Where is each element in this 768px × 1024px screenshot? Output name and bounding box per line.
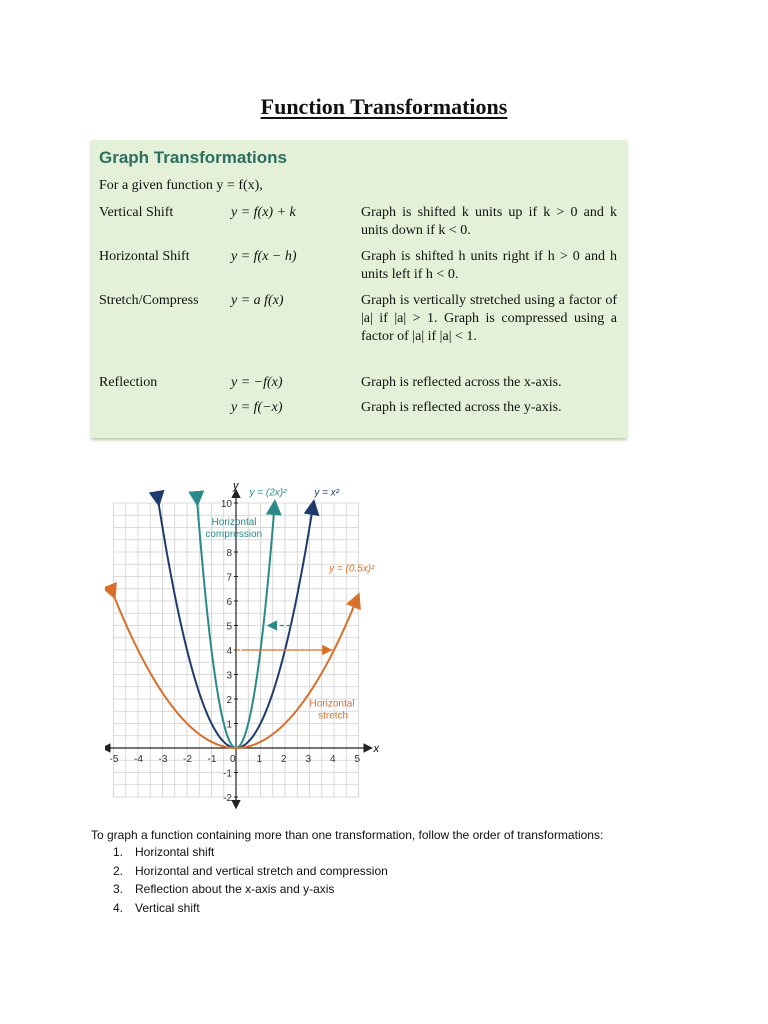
list-item bbox=[113, 864, 388, 883]
row-formula: y = f(−x) bbox=[231, 400, 283, 415]
row-description: Graph is reflected across the y-axis. bbox=[361, 400, 562, 415]
annotation-horizontal-stretch: Horizontal stretch bbox=[309, 698, 355, 722]
list-item bbox=[113, 845, 388, 864]
page-title: Function Transformations bbox=[260, 94, 508, 119]
parabola-graph bbox=[105, 474, 385, 814]
list-item-number: 2. bbox=[113, 863, 124, 878]
row-formula: y = f(x) + k bbox=[231, 205, 296, 220]
row-description: Graph is shifted h units right if h > 0 and h units left if h < 0. bbox=[361, 249, 617, 282]
row-description: Graph is reflected across the x-axis. bbox=[361, 375, 562, 390]
list-item-text: Horizontal shift bbox=[135, 845, 215, 859]
row-name: Stretch/Compress bbox=[99, 293, 199, 308]
row-name: Horizontal Shift bbox=[99, 249, 190, 264]
list-item bbox=[113, 882, 388, 901]
row-name: Vertical Shift bbox=[99, 205, 174, 220]
x-tick-label: 4 bbox=[330, 754, 336, 765]
y-tick-label: 4 bbox=[226, 646, 232, 657]
graph-transformations-table bbox=[91, 140, 627, 438]
x-tick-label: -2 bbox=[183, 754, 192, 765]
y-tick-label: -1 bbox=[223, 768, 232, 780]
x-tick-label: 2 bbox=[281, 754, 287, 765]
order-intro: To graph a function containing more than one transformation, follow the order of transformations: bbox=[91, 828, 604, 842]
x-tick-label: 1 bbox=[256, 754, 263, 765]
x-tick-label: 0 bbox=[230, 754, 236, 765]
annotation-horizontal-compression: Horizontal compression bbox=[205, 517, 263, 541]
y-tick-label: 1 bbox=[226, 719, 232, 731]
y-tick-label: 2 bbox=[226, 695, 232, 706]
y-tick-label: 6 bbox=[226, 597, 232, 608]
row-description: Graph is vertically stretched using a factor of |a| if |a| > 1. Graph is compressed using a factor of |a| if |a| < 1. bbox=[361, 293, 617, 344]
x-tick-label: -4 bbox=[134, 754, 143, 765]
y-tick-label: 5 bbox=[226, 621, 232, 633]
list-item-number: 1. bbox=[113, 845, 124, 859]
table-heading: Graph Transformations bbox=[99, 148, 287, 167]
series-label: y = x² bbox=[314, 487, 340, 499]
x-tick-label: 3 bbox=[305, 754, 312, 765]
x-tick-label: -1 bbox=[207, 754, 217, 765]
series-label: y = (0.5x)² bbox=[329, 563, 375, 575]
y-tick-label: 10 bbox=[220, 499, 232, 510]
x-tick-label: -3 bbox=[158, 754, 168, 765]
list-item-number: 3. bbox=[113, 882, 124, 896]
list-item bbox=[113, 901, 388, 920]
y-tick-label: 7 bbox=[226, 572, 232, 584]
y-axis-label: y bbox=[233, 480, 239, 492]
row-name: Reflection bbox=[99, 375, 158, 390]
row-formula: y = −f(x) bbox=[231, 375, 283, 390]
y-tick-label: -2 bbox=[223, 793, 232, 804]
list-item-text: Reflection about the x-axis and y-axis bbox=[135, 882, 335, 896]
x-tick-label: -5 bbox=[109, 754, 119, 765]
row-formula: y = a f(x) bbox=[231, 293, 284, 308]
x-axis-label: x bbox=[373, 743, 379, 755]
order-list bbox=[113, 845, 388, 919]
y-tick-label: 3 bbox=[226, 670, 232, 682]
series-label: y = (2x)² bbox=[249, 487, 287, 499]
list-item-number: 4. bbox=[113, 900, 124, 915]
list-item-text: Vertical shift bbox=[135, 900, 200, 915]
row-description: Graph is shifted k units up if k > 0 and k units down if k < 0. bbox=[361, 205, 617, 238]
x-tick-label: 5 bbox=[354, 754, 361, 765]
table-intro: For a given function y = f(x), bbox=[99, 178, 263, 193]
list-item-text: Horizontal and vertical stretch and compression bbox=[135, 863, 388, 878]
y-tick-label: 8 bbox=[226, 548, 232, 559]
row-formula: y = f(x − h) bbox=[231, 249, 297, 264]
